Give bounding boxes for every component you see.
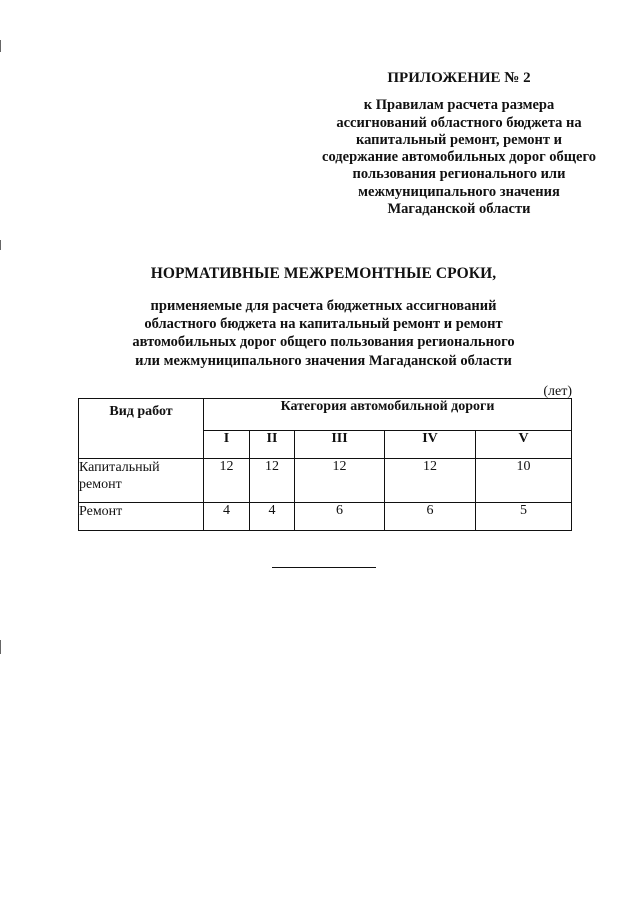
category-cell: II xyxy=(250,431,295,459)
annex-line: к Правилам расчета размера xyxy=(363,97,555,114)
scan-margin-mark xyxy=(0,640,1,654)
category-cell: IV xyxy=(385,431,476,459)
closing-rule xyxy=(272,567,376,568)
norms-table xyxy=(78,398,572,531)
annex-line: межмуниципального значения xyxy=(358,183,560,200)
table-row xyxy=(79,503,572,531)
scan-margin-mark xyxy=(0,240,1,250)
category-cell: V xyxy=(476,431,572,459)
subtitle-line: или межмуниципального значения Магаданской области xyxy=(135,352,512,369)
units-label: (лет) xyxy=(543,384,572,399)
document-title: НОРМАТИВНЫЕ МЕЖРЕМОНТНЫЕ СРОКИ, xyxy=(150,265,497,282)
value-cell: 12 xyxy=(385,459,476,503)
table-header-row xyxy=(79,399,572,431)
annex-header xyxy=(300,70,618,218)
scan-margin-mark xyxy=(0,40,1,52)
category-cell: I xyxy=(204,431,250,459)
work-type-cell: Ремонт xyxy=(79,503,204,531)
header-road-category: Категория автомобильной дороги xyxy=(204,399,572,431)
value-cell: 4 xyxy=(204,503,250,531)
annex-title: ПРИЛОЖЕНИЕ № 2 xyxy=(387,70,531,86)
category-cell: III xyxy=(295,431,385,459)
annex-line: Магаданской области xyxy=(387,201,531,218)
annex-line: пользования регионального или xyxy=(352,166,566,183)
document-subtitle xyxy=(60,297,587,370)
value-cell: 6 xyxy=(295,503,385,531)
subtitle-line: автомобильных дорог общего пользования регионального xyxy=(132,334,515,351)
value-cell: 6 xyxy=(385,503,476,531)
annex-line: содержание автомобильных дорог общего xyxy=(322,149,596,166)
value-cell: 5 xyxy=(476,503,572,531)
value-cell: 12 xyxy=(250,459,295,503)
table-row xyxy=(79,459,572,503)
annex-line: капитальный ремонт, ремонт и xyxy=(355,131,562,148)
work-type-cell: Капитальный ремонт xyxy=(79,459,204,503)
value-cell: 4 xyxy=(250,503,295,531)
annex-line: ассигнований областного бюджета на xyxy=(336,114,582,131)
value-cell: 10 xyxy=(476,459,572,503)
subtitle-line: областного бюджета на капитальный ремонт и ремонт xyxy=(144,316,503,333)
subtitle-line: применяемые для расчета бюджетных ассигнований xyxy=(150,298,497,314)
header-work-type: Вид работ xyxy=(79,399,204,459)
value-cell: 12 xyxy=(295,459,385,503)
value-cell: 12 xyxy=(204,459,250,503)
